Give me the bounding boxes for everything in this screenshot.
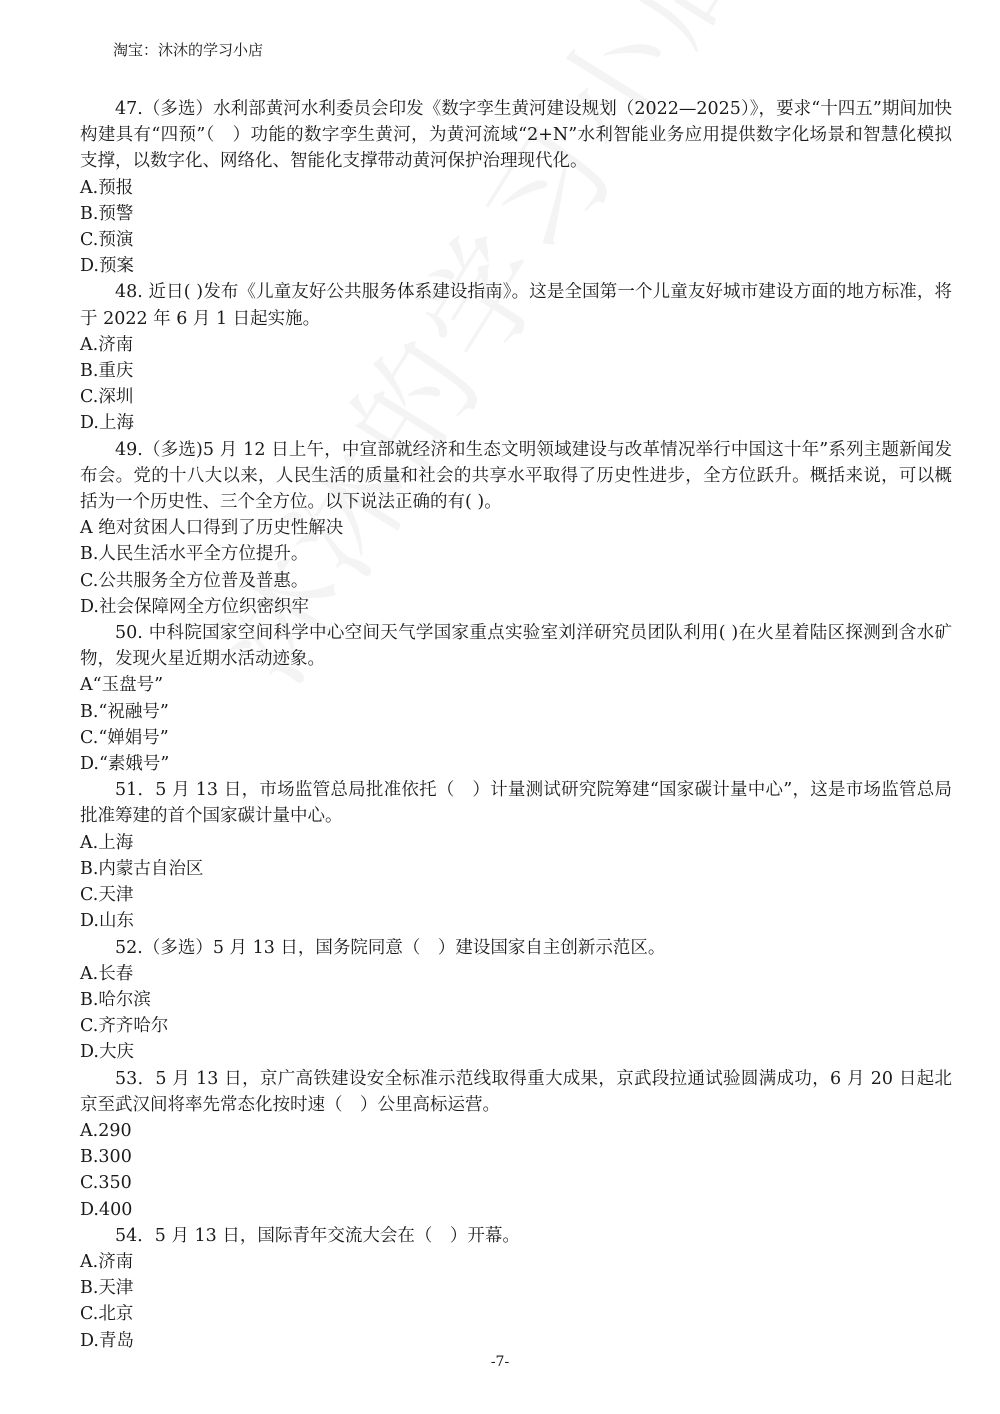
option-c: C.预演	[80, 230, 134, 251]
option-c: C.“婵娟号”	[80, 727, 169, 748]
question-list	[80, 96, 952, 1354]
option-b: B.人民生活水平全方位提升。	[80, 544, 309, 565]
option-c: C.深圳	[80, 387, 134, 408]
option-a: A 绝对贫困人口得到了历史性解决	[80, 518, 344, 539]
question-stem: 50. 中科院国家空间科学中心空间天气学国家重点实验室刘洋研究员团队利用( )在火星着陆区探测到含水矿物，发现火星近期水活动迹象。	[80, 623, 952, 670]
question-53	[80, 1066, 952, 1223]
option-d: D.400	[80, 1199, 133, 1220]
question-stem: 53．5 月 13 日，京广高铁建设安全标准示范线取得重大成果，京武段拉通试验圆满成功，6 月 20 日起北京至武汉间将率先常态化按时速（ ）公里高标运营。	[80, 1068, 952, 1115]
option-a: A.济南	[80, 334, 134, 355]
question-54	[80, 1223, 952, 1354]
option-c: C.350	[80, 1173, 132, 1194]
option-c: C.公共服务全方位普及普惠。	[80, 570, 309, 591]
option-d: D.上海	[80, 413, 134, 434]
option-d: D.预案	[80, 256, 134, 277]
question-50	[80, 620, 952, 777]
option-a: A“玉盘号”	[80, 675, 164, 696]
question-stem: 49.（多选)5 月 12 日上午，中宣部就经济和生态文明领域建设与改革情况举行中国这十年”系列主题新闻发布会。党的十八大以来，人民生活的质量和社会的共享水平取得了历史性进步，全方位跃升。概括来说，可以概括为一个历史性、三个全方位。以下说法正确的有( )。	[80, 439, 952, 513]
option-b: B.300	[80, 1147, 132, 1168]
option-a: A.济南	[80, 1251, 134, 1272]
option-c: C.天津	[80, 885, 134, 906]
option-a: A.上海	[80, 832, 134, 853]
option-b: B.天津	[80, 1278, 134, 1299]
option-c: C.齐齐哈尔	[80, 1016, 169, 1037]
option-b: B.内蒙古自治区	[80, 858, 204, 879]
option-d: D.山东	[80, 911, 134, 932]
question-48	[80, 279, 952, 436]
option-a: A.290	[80, 1120, 132, 1141]
option-b: B.预警	[80, 203, 134, 224]
option-c: C.北京	[80, 1304, 134, 1325]
option-b: B.重庆	[80, 361, 134, 382]
question-stem: 48. 近日( )发布《儿童友好公共服务体系建设指南》。这是全国第一个儿童友好城市建设方面的地方标准，将于 2022 年 6 月 1 日起实施。	[80, 282, 952, 329]
question-49	[80, 437, 952, 620]
question-52	[80, 935, 952, 1066]
option-d: D.“素娥号”	[80, 754, 170, 775]
option-b: B.哈尔滨	[80, 989, 151, 1010]
page-number: -7-	[490, 1354, 510, 1370]
option-d: D.社会保障网全方位织密织牢	[80, 596, 309, 617]
question-stem: 54．5 月 13 日，国际青年交流大会在（ ）开幕。	[115, 1225, 520, 1246]
question-stem: 52.（多选）5 月 13 日，国务院同意（ ）建设国家自主创新示范区。	[115, 937, 666, 958]
page-header: 淘宝：沐沐的学习小店	[113, 41, 264, 59]
option-d: D.大庆	[80, 1042, 134, 1063]
question-51	[80, 777, 952, 934]
option-a: A.长春	[80, 963, 134, 984]
option-a: A.预报	[80, 177, 134, 198]
question-stem: 51．5 月 13 日，市场监管总局批准依托（ ）计量测试研究院筹建“国家碳计量中心”，这是市场监管总局批准筹建的首个国家碳计量中心。	[80, 780, 952, 827]
question-47	[80, 96, 952, 279]
option-b: B.“祝融号”	[80, 701, 169, 722]
question-stem: 47.（多选）水利部黄河水利委员会印发《数字孪生黄河建设规划（2022—2025）》，要求“十四五”期间加快构建具有“四预”（ ）功能的数字孪生黄河，为黄河流域“2+N”水利智能业务应用提供数字化场景和智慧化模拟支撑，以数字化、网络化、智能化支撑带动黄河保护治理现代化。	[80, 99, 952, 172]
option-d: D.青岛	[80, 1330, 134, 1351]
